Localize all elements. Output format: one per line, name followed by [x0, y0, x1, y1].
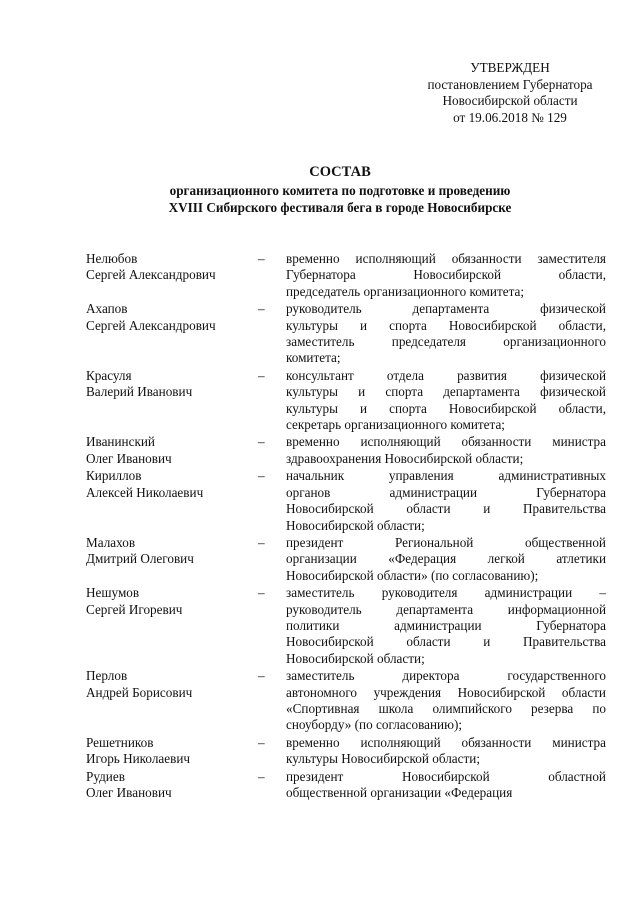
- member-role-line: здравоохранения Новосибирской области;: [286, 450, 524, 466]
- member-role-line: Губернатора Новосибирской области,: [286, 267, 606, 283]
- member-role-line: руководитель департамента информационной: [286, 601, 606, 617]
- approval-stamp: [395, 60, 625, 126]
- committee-member: [86, 585, 606, 667]
- committee-members-list: [86, 251, 606, 802]
- member-given-names: Валерий Иванович: [86, 384, 193, 400]
- member-name: [86, 468, 258, 534]
- member-role-line: временно исполняющий обязанности заместителя: [286, 251, 606, 266]
- member-name: [86, 368, 258, 434]
- member-surname: Малахов: [86, 534, 136, 550]
- member-role-line: культуры и спорта Новосибирской области,: [286, 400, 606, 416]
- member-dash: –: [258, 468, 265, 484]
- committee-member: [86, 434, 606, 467]
- member-dash: –: [258, 768, 265, 784]
- member-name: [86, 301, 258, 367]
- member-name: [86, 535, 258, 584]
- member-role-line: заместитель директора государственного: [286, 668, 606, 684]
- member-role-line: культуры и спорта департамента физической: [286, 384, 606, 400]
- member-given-names: Сергей Игоревич: [86, 601, 183, 617]
- member-role-line: президент Новосибирской областной: [286, 768, 606, 784]
- member-role-line: председатель организационного комитета;: [286, 283, 525, 299]
- member-dash: –: [258, 668, 265, 684]
- member-role-line: Новосибирской области;: [286, 517, 425, 533]
- member-role: [286, 735, 606, 768]
- member-role: [286, 668, 606, 734]
- member-role-line: организации «Федерация легкой атлетики: [286, 551, 606, 567]
- member-role-line: начальник управления административных: [286, 468, 606, 484]
- member-name: [86, 769, 258, 802]
- member-surname: Кириллов: [86, 468, 142, 484]
- member-role-line: культуры и спорта Новосибирской области,: [286, 317, 606, 333]
- member-role-line: Новосибирской области» (по согласованию);: [286, 567, 539, 583]
- member-role: [286, 468, 606, 534]
- member-role-line: президент Региональной общественной: [286, 534, 606, 550]
- committee-member: [86, 251, 606, 300]
- member-given-names: Сергей Александрович: [86, 317, 216, 333]
- member-surname: Ахапов: [86, 301, 128, 317]
- member-role: [286, 434, 606, 467]
- document-subtitle-line: организационного комитета по подготовке и проведению: [169, 183, 511, 198]
- committee-member: [86, 769, 606, 802]
- member-given-names: Олег Иванович: [86, 450, 172, 466]
- member-role-line: заместитель председателя организационного: [286, 334, 606, 350]
- member-role-line: сноуборду» (по согласованию);: [286, 717, 463, 733]
- document-heading: [0, 164, 640, 216]
- committee-member: [86, 668, 606, 734]
- member-role-line: Новосибирской области и Правительства: [286, 634, 606, 650]
- member-role-line: консультант отдела развития физической: [286, 367, 606, 383]
- member-given-names: Сергей Александрович: [86, 267, 216, 283]
- member-dash: –: [258, 367, 265, 383]
- approval-line: постановлением Губернатора: [427, 76, 593, 92]
- approval-line: Новосибирской области: [442, 93, 578, 109]
- approval-line: УТВЕРЖДЕН: [470, 60, 550, 75]
- member-name: [86, 668, 258, 734]
- member-role-line: культуры Новосибирской области;: [286, 751, 480, 767]
- member-surname: Перлов: [86, 668, 128, 684]
- member-role: [286, 251, 606, 300]
- member-given-names: Игорь Николаевич: [86, 751, 191, 767]
- member-name: [86, 585, 258, 667]
- member-role-line: политики администрации Губернатора: [286, 617, 606, 633]
- member-given-names: Олег Иванович: [86, 785, 172, 800]
- member-role: [286, 301, 606, 367]
- member-role-line: секретарь организационного комитета;: [286, 417, 505, 433]
- document-title: СОСТАВ: [309, 164, 371, 180]
- member-dash: –: [258, 301, 265, 317]
- member-surname: Рудиев: [86, 768, 125, 784]
- member-given-names: Андрей Борисович: [86, 684, 193, 700]
- member-dash: –: [258, 251, 265, 266]
- committee-member: [86, 368, 606, 434]
- member-given-names: Алексей Николаевич: [86, 484, 204, 500]
- member-name: [86, 434, 258, 467]
- member-dash: –: [258, 734, 265, 750]
- member-role-line: руководитель департамента физической: [286, 301, 606, 317]
- member-given-names: Дмитрий Олегович: [86, 551, 194, 567]
- member-role-line: «Спортивная школа олимпийского резерва по: [286, 700, 606, 716]
- member-name: [86, 251, 258, 300]
- member-role-line: общественной организации «Федерация: [286, 785, 513, 800]
- member-dash: –: [258, 585, 265, 601]
- member-role-line: заместитель руководителя администрации –: [286, 585, 606, 601]
- member-role: [286, 535, 606, 584]
- member-role-line: Новосибирской области и Правительства: [286, 501, 606, 517]
- committee-member: [86, 301, 606, 367]
- member-name: [86, 735, 258, 768]
- member-role-line: временно исполняющий обязанности министра: [286, 434, 606, 450]
- document-subtitle-line: XVIII Сибирского фестиваля бега в городе Новосибирске: [168, 199, 512, 215]
- member-role-line: органов администрации Губернатора: [286, 484, 606, 500]
- member-dash: –: [258, 434, 265, 450]
- member-surname: Нелюбов: [86, 251, 138, 266]
- member-surname: Нешумов: [86, 585, 140, 601]
- member-role-line: Новосибирской области;: [286, 650, 425, 666]
- member-role-line: временно исполняющий обязанности министра: [286, 734, 606, 750]
- member-surname: Красуля: [86, 367, 132, 383]
- member-role: [286, 585, 606, 667]
- member-surname: Иванинский: [86, 434, 155, 450]
- member-role: [286, 368, 606, 434]
- approval-line: от 19.06.2018 № 129: [453, 109, 567, 125]
- committee-member: [86, 468, 606, 534]
- member-surname: Решетников: [86, 734, 154, 750]
- committee-member: [86, 535, 606, 584]
- member-role-line: комитета;: [286, 350, 341, 366]
- committee-member: [86, 735, 606, 768]
- member-dash: –: [258, 534, 265, 550]
- member-role: [286, 769, 606, 802]
- member-role-line: автономного учреждения Новосибирской области: [286, 684, 606, 700]
